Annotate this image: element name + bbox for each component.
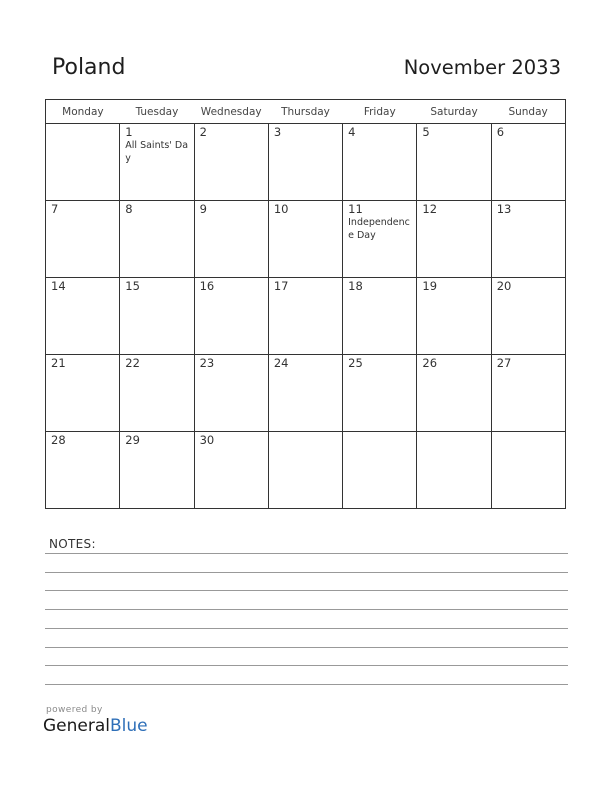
day-cell xyxy=(268,278,342,355)
note-line xyxy=(45,609,568,610)
day-number xyxy=(269,432,342,433)
day-number: 3 xyxy=(273,125,282,139)
day-number: 8 xyxy=(125,202,133,216)
note-line xyxy=(45,665,568,666)
day-number: 26 xyxy=(422,356,438,370)
day-cell xyxy=(417,355,491,432)
day-cell xyxy=(491,124,565,201)
day-number: 21 xyxy=(51,356,66,370)
day-number: 2 xyxy=(199,125,207,139)
note-line xyxy=(45,647,568,648)
weekday-header-row xyxy=(46,100,566,124)
day-cell xyxy=(343,432,417,509)
day-cell xyxy=(343,355,417,432)
day-number: 20 xyxy=(496,279,512,293)
week-row xyxy=(46,278,566,355)
week-row xyxy=(46,355,566,432)
logo-general-text: General xyxy=(43,716,110,736)
day-cell xyxy=(194,432,268,509)
day-cell xyxy=(268,355,342,432)
day-cell xyxy=(343,278,417,355)
weekday-header: Sunday xyxy=(491,100,565,124)
calendar-grid xyxy=(45,99,566,509)
day-number: 14 xyxy=(51,279,66,293)
day-cell xyxy=(46,201,120,278)
country-title: Poland xyxy=(52,55,126,80)
day-cell xyxy=(491,201,565,278)
note-line xyxy=(45,572,568,573)
weekday-header: Wednesday xyxy=(194,100,268,124)
holiday-label: Independence Day xyxy=(348,217,410,241)
day-number: 30 xyxy=(199,433,215,447)
day-cell xyxy=(417,201,491,278)
day-cell xyxy=(120,124,194,201)
day-cell xyxy=(194,124,268,201)
day-cell xyxy=(194,201,268,278)
day-number xyxy=(492,432,565,433)
day-number: 15 xyxy=(125,279,140,293)
day-cell xyxy=(46,355,120,432)
day-cell xyxy=(417,124,491,201)
day-number: 17 xyxy=(273,279,289,293)
holiday-label: All Saints' Day xyxy=(125,140,189,164)
day-number: 5 xyxy=(422,125,430,139)
day-number xyxy=(46,124,119,125)
day-cell xyxy=(46,432,120,509)
month-year-title: November 2033 xyxy=(403,56,561,79)
day-cell xyxy=(194,355,268,432)
note-line xyxy=(45,553,568,554)
weekday-header: Tuesday xyxy=(120,100,194,124)
note-line xyxy=(45,684,568,685)
day-cell xyxy=(194,278,268,355)
day-number xyxy=(343,432,416,433)
day-cell xyxy=(268,124,342,201)
day-number: 18 xyxy=(348,279,363,293)
day-cell xyxy=(46,278,120,355)
day-cell xyxy=(120,432,194,509)
week-row xyxy=(46,432,566,509)
weekday-header: Monday xyxy=(46,100,120,124)
weekday-header: Friday xyxy=(343,100,417,124)
day-number: 16 xyxy=(199,279,215,293)
day-cell xyxy=(491,432,565,509)
day-cell xyxy=(343,124,417,201)
day-number: 19 xyxy=(422,279,438,293)
note-line xyxy=(45,628,568,629)
weekday-header: Thursday xyxy=(268,100,342,124)
week-row xyxy=(46,201,566,278)
note-line xyxy=(45,590,568,591)
day-number: 13 xyxy=(496,202,512,216)
day-cell xyxy=(343,201,417,278)
day-cell xyxy=(417,278,491,355)
day-number: 25 xyxy=(348,356,363,370)
day-number: 24 xyxy=(273,356,289,370)
day-number: 1 xyxy=(125,125,133,139)
day-number xyxy=(417,432,490,433)
day-number: 29 xyxy=(125,433,140,447)
day-number: 27 xyxy=(496,356,512,370)
day-cell xyxy=(491,278,565,355)
day-cell xyxy=(417,432,491,509)
day-cell xyxy=(120,278,194,355)
day-number: 12 xyxy=(422,202,438,216)
notes-label: NOTES: xyxy=(49,537,96,551)
week-row xyxy=(46,124,566,201)
day-number: 11 xyxy=(348,202,363,216)
generalblue-logo xyxy=(43,716,148,736)
day-number: 7 xyxy=(51,202,59,216)
weekday-header: Saturday xyxy=(417,100,491,124)
day-cell xyxy=(268,201,342,278)
logo-blue-text: Blue xyxy=(110,716,148,736)
day-cell xyxy=(46,124,120,201)
day-number: 28 xyxy=(51,433,66,447)
day-number: 10 xyxy=(273,202,289,216)
day-number: 6 xyxy=(496,125,505,139)
day-cell xyxy=(491,355,565,432)
day-cell xyxy=(120,355,194,432)
day-cell xyxy=(268,432,342,509)
powered-by-text: powered by xyxy=(46,705,103,715)
day-number: 9 xyxy=(199,202,207,216)
day-number: 22 xyxy=(125,356,140,370)
day-number: 23 xyxy=(199,356,215,370)
day-number: 4 xyxy=(348,125,356,139)
day-cell xyxy=(120,201,194,278)
